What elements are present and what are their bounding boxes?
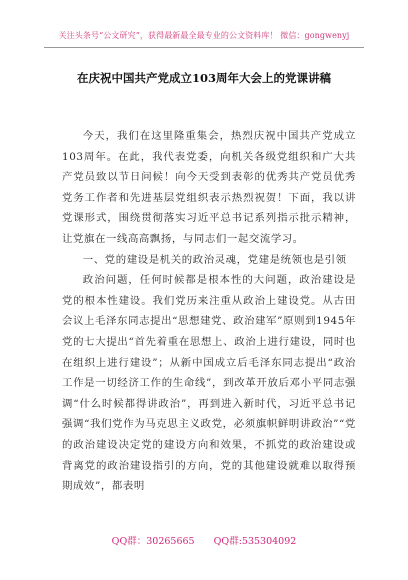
paragraph-political-building: 政治问题，任何时候都是根本性的大问题，政治建设是党的根本性建设。我们党历来注重从政治上建设党。从古田会议上毛泽东同志提出“思想建党、政治建军”原则到1945年党的七大提出“首先着重在思想上、政治上进行建设，同时也在组织上进行建设”；从新中国成立后毛泽东同志提出“政治工作是一切经济工作的生命线”，到改革开放后邓小平同志强调“什么时候都得讲政治”，再到进入新时代，习近平总书记强调“我们党作为马克思主义政党，必须旗帜鲜明讲政治”“党的政治建设决定党的建设方向和效果，不抓党的政治建设或背离党的政治建设指引的方向，党的其他建设就难以取得预期成效”，都表明 <box>62 274 356 493</box>
footer-contact <box>0 533 408 547</box>
document-body <box>62 126 356 497</box>
footer-qq-group-2: QQ群:535304092 <box>213 536 297 547</box>
document-title: 在庆祝中国共产党成立103周年大会上的党课讲稿 <box>76 71 331 85</box>
header-promo-note: 关注头条号“公文研究”，获得最新最全最专业的公文资料库！ 微信：gongwenyj <box>58 31 350 40</box>
header-divider <box>44 47 364 48</box>
paragraph-intro: 今天，我们在这里隆重集会，热烈庆祝中国共产党成立103周年。在此，我代表党委，向机关各级党组织和广大共产党员致以节日问候！向今天受到表彰的优秀共产党员优秀党务工作者和先进基层党组织表示热烈祝贺！下面，我以讲党课形式，围绕贯彻落实习近平总书记系列指示批示精神，让党旗在一线高高飘扬，与同志们一起交流学习。 <box>62 130 356 245</box>
section-heading-1: 一、党的建设是机关的政治灵魂，党建是统领也是引领 <box>82 253 347 266</box>
footer-qq-group-1: QQ群：30265665 <box>111 536 195 547</box>
